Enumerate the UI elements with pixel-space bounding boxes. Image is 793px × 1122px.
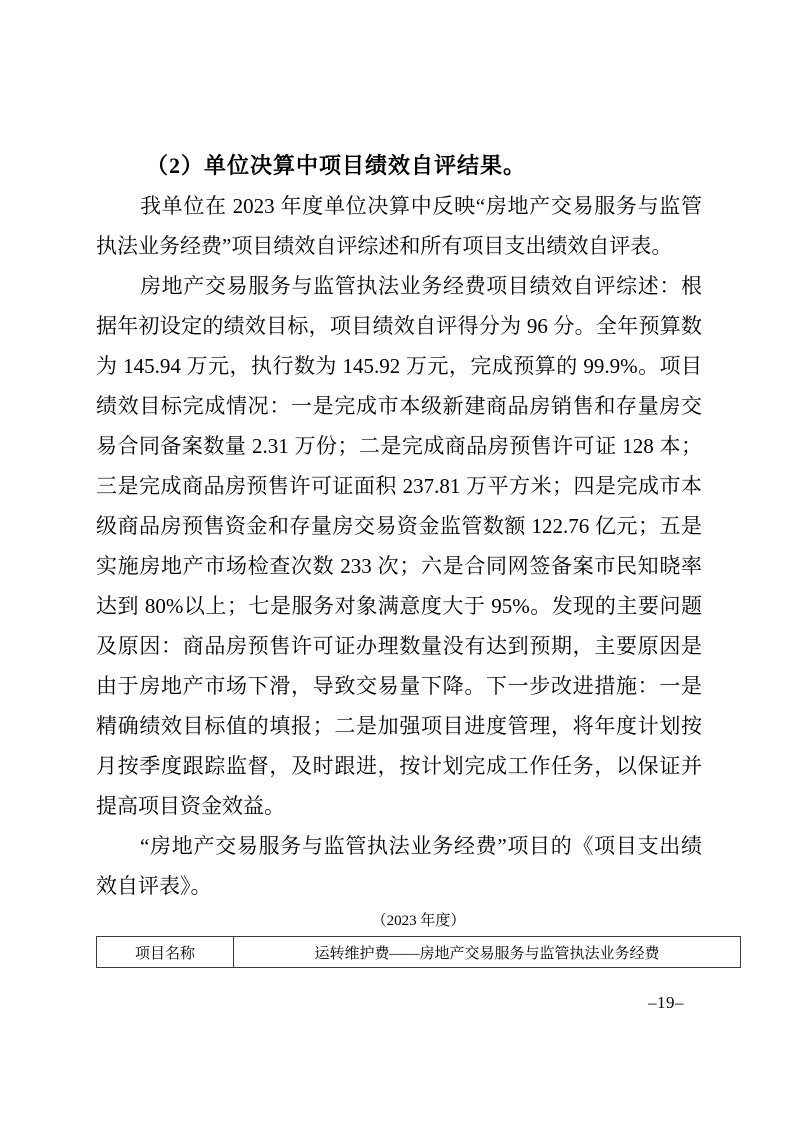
section-heading: （2）单位决算中项目绩效自评结果。: [146, 153, 527, 178]
project-table: [96, 936, 741, 968]
document-body: [96, 146, 702, 968]
paragraph-table-intro: “房地产交易服务与监管执法业务经费”项目的《项目支出绩效自评表》。: [96, 834, 702, 898]
table-row: [97, 937, 741, 968]
page-number: –19–: [648, 993, 684, 1012]
project-table-block: [96, 908, 741, 968]
table-caption-year: （2023 年度）: [371, 913, 466, 929]
project-name-value-cell: 运转维护费——房地产交易服务与监管执法业务经费: [234, 937, 741, 968]
paragraph-decision-summary: 我单位在 2023 年度单位决算中反映“房地产交易服务与监管执法业务经费”项目绩效自评综述和所有项目支出绩效自评表。: [96, 194, 702, 258]
project-name-label-cell: 项目名称: [97, 937, 234, 968]
paragraph-self-evaluation-detail: 房地产交易服务与监管执法业务经费项目绩效自评综述：根据年初设定的绩效目标，项目绩效自评得分为 96 分。全年预算数为 145.94 万元，执行数为 145.92 万元，完成预算的 99.9%。项目绩效目标完成情况：一是完成市本级新建商品房销售和存量房交易合同备案数量 2.31 万份；二是完成商品房预售许可证 128 本；三是完成商品房预售许可证面积 237.81 万平方米；四是完成市本级商品房预售资金和存量房交易资金监管数额 122.76 亿元；五是实施房地产市场检查次数 233 次；六是合同网签备案市民知晓率达到 80%以上；七是服务对象满意度大于 95%。发现的主要问题及原因：商品房预售许可证办理数量没有达到预期，主要原因是由于房地产市场下滑，导致交易量下降。下一步改进措施：一是精确绩效目标值的填报；二是加强项目进度管理，将年度计划按月按季度跟踪监督，及时跟进，按计划完成工作任务，以保证并提高项目资金效益。: [96, 274, 702, 818]
